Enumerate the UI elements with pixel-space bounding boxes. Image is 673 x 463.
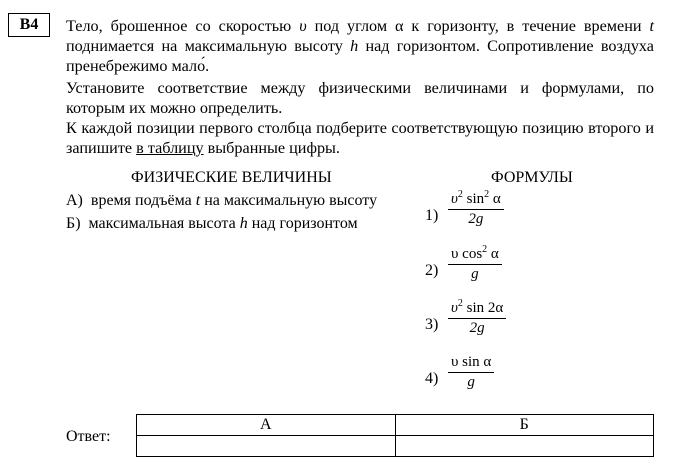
problem-statement: Тело, брошенное со скоростью υ под углом α к горизонту, в течение времени t поднимается на максимальную высоту h над горизонтом. Сопротивление воздуха пренебрежимо мало́. xyxy=(66,17,654,75)
task-number-badge: B4 xyxy=(8,13,50,37)
formula-2-number: 2) xyxy=(425,262,439,279)
formula-1-number: 1) xyxy=(425,207,439,224)
formula-4-number: 4) xyxy=(425,370,439,387)
answer-column-b-header: Б xyxy=(395,415,654,436)
formula-2: υ $\cos^2 \alpha$ g xyxy=(448,246,502,283)
answer-cell-b[interactable] xyxy=(395,436,654,457)
formula-4: υ sin α g xyxy=(448,354,494,391)
quantity-a: А) время подъёма t на максимальную высоту xyxy=(66,192,378,209)
formula-3: $\upsilon^2$ sin 2α 2g xyxy=(448,300,506,337)
formula-1: $\upsilon^2$ $\sin^2 \alpha$ 2g xyxy=(448,191,504,228)
answer-label: Ответ: xyxy=(66,428,111,445)
answer-column-a-header: А xyxy=(137,415,396,436)
quantities-header: ФИЗИЧЕСКИЕ ВЕЛИЧИНЫ xyxy=(131,169,332,186)
answer-table xyxy=(136,414,654,457)
task-instruction: Установите соответствие между физическими величинами и формулами, по которым их можно определить. xyxy=(66,79,654,117)
answer-cell-a[interactable] xyxy=(137,436,396,457)
answer-instruction: К каждой позиции первого столбца подберите соответствующую позицию второго и запишите в таблицу выбранные цифры. xyxy=(66,119,654,157)
quantity-b: Б) максимальная высота h над горизонтом xyxy=(66,215,358,232)
formula-3-number: 3) xyxy=(425,316,439,333)
formulas-header: ФОРМУЛЫ xyxy=(491,169,573,186)
table-reference: в таблицу xyxy=(136,139,204,157)
